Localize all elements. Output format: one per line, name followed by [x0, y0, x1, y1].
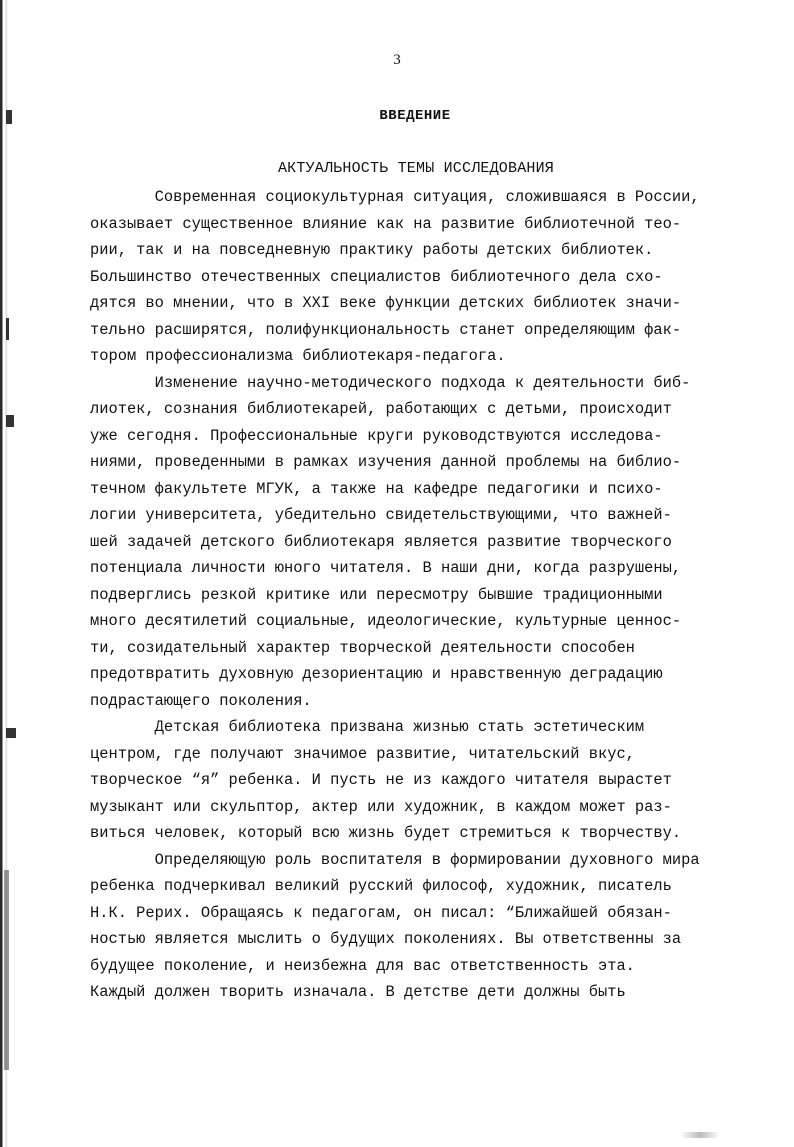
text-line: Каждый должен творить изначала. В детстве дети должны быть [90, 983, 626, 1001]
text-line: рии, так и на повседневную практику работы детских библиотек. [90, 241, 654, 259]
text-line: предотвратить духовную дезориентацию и нравственную деградацию [90, 665, 663, 683]
text-line: Современная социокультурная ситуация, сложившаяся в России, [90, 188, 700, 206]
text-line: много десятилетий социальные, идеологические, культурные ценнос- [90, 612, 682, 630]
page-title: ВВЕДЕНИЕ [379, 108, 451, 124]
page-number: 3 [393, 52, 401, 68]
text-line: Определяющую роль воспитателя в формировании духовного мира [90, 850, 700, 869]
scan-speck [4, 870, 9, 1070]
section-subtitle: АКТУАЛЬНОСТЬ ТЕМЫ ИССЛЕДОВАНИЯ [277, 160, 555, 177]
body-text [90, 184, 770, 1006]
scan-speck [6, 318, 9, 340]
text-line: будущее поколение, и неизбежна для вас ответственность эта. [90, 956, 635, 975]
text-line: виться человек, который всю жизнь будет стремиться к творчеству. [90, 824, 682, 842]
text-line: Изменение научно-методического подхода к деятельности биб- [90, 373, 691, 392]
text-line: уже сегодня. Профессиональные круги руководствуются исследова- [90, 426, 663, 445]
text-line: центром, где получают значимое развитие, читательский вкус, [90, 744, 635, 763]
text-line: Детская библиотека призвана жизнью стать эстетическим [90, 718, 645, 736]
text-line: оказывает существенное влияние как на развитие библиотечной тео- [90, 214, 682, 233]
text-line: ниями, проведенными в рамках изучения данной проблемы на библио- [90, 453, 682, 471]
scan-artifact [680, 1132, 720, 1138]
text-line: течном факультете МГУК, а также на кафедре педагогики и психо- [90, 479, 663, 498]
text-line: лиотек, сознания библиотекарей, работающих с детьми, происходит [90, 400, 672, 418]
text-line: Н.К. Рерих. Обращаясь к педагогам, он писал: “Ближайшей обязан- [90, 903, 672, 922]
text-line: ребенка подчеркивал великий русский философ, художник, писатель [90, 877, 672, 895]
text-line: подверглись резкой критике или пересмотру бывшие традиционными [90, 585, 663, 604]
text-line: ти, созидательный характер творческой деятельности способен [90, 638, 635, 657]
text-line: тельно расширятся, полифункциональность станет определяющим фак- [90, 320, 682, 339]
text-line: ностью является мыслить о будущих поколениях. Вы ответственны за [90, 930, 682, 948]
scan-speck [6, 415, 14, 427]
text-line: шей задачей детского библиотекаря является развитие творческого [90, 532, 672, 551]
text-line: потенциала личности юного читателя. В наши дни, когда разрушены, [90, 559, 682, 577]
text-line: подрастающего поколения. [90, 691, 312, 710]
scan-speck [6, 728, 16, 738]
text-line: Большинство отечественных специалистов библиотечного дела схо- [90, 267, 663, 286]
text-line: логии университета, убедительно свидетельствующими, что важней- [90, 506, 672, 524]
text-line: тором профессионализма библиотекаря-педагога. [90, 347, 506, 365]
text-line: творческое “я” ребенка. И пусть не из каждого читателя вырастет [90, 771, 672, 789]
text-line: музыкант или скульптор, актер или художник, в каждом может раз- [90, 797, 672, 816]
text-line: дятся во мнении, что в XXI веке функции детских библиотек значи- [90, 294, 682, 312]
